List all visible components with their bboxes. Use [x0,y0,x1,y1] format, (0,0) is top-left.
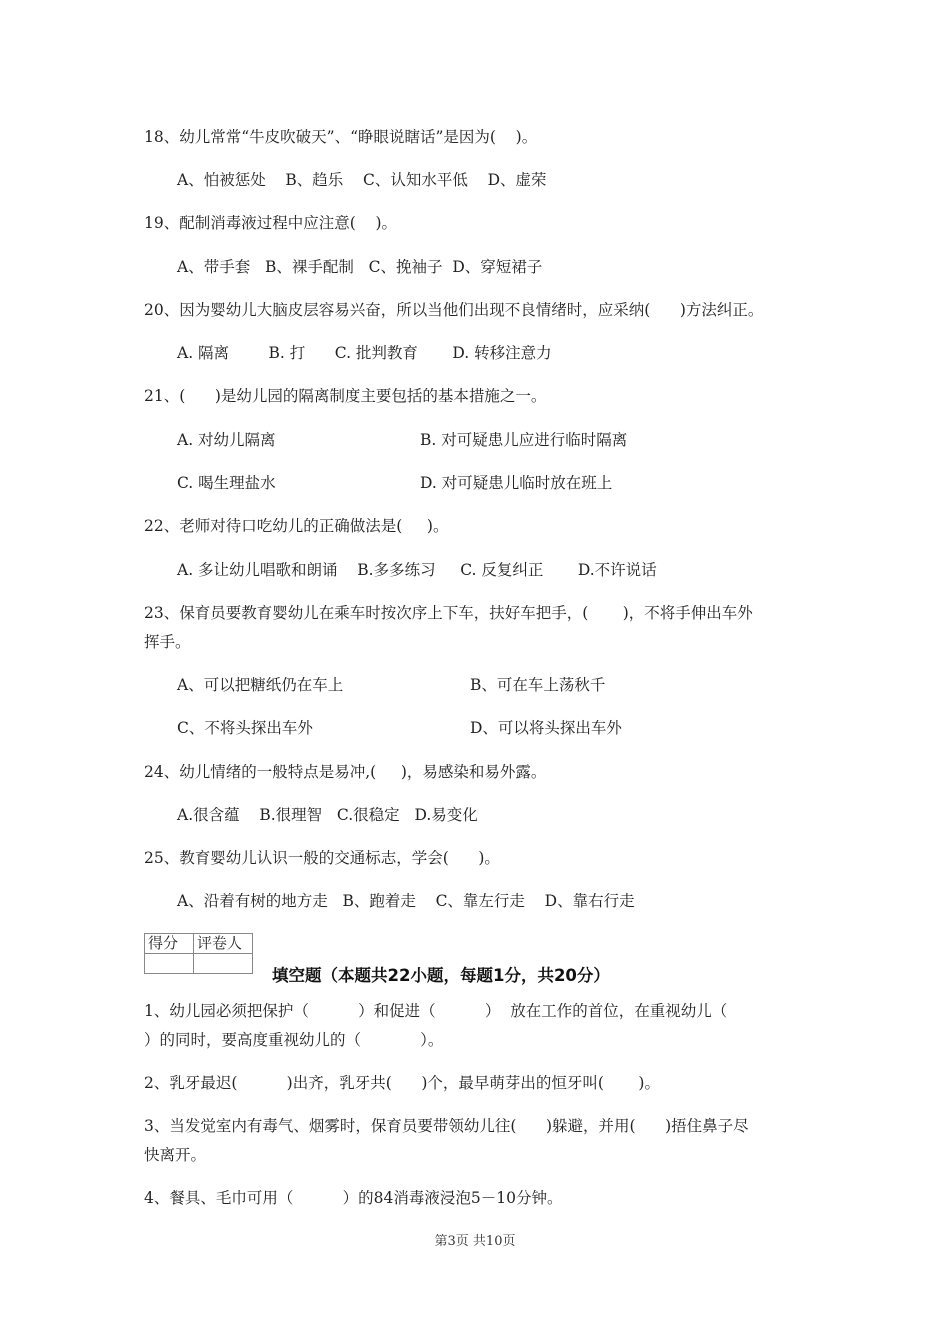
question-21-option-d: D. 对可疑患儿临时放在班上 [420,474,613,492]
question-20-options: A. 隔离 B. 打 C. 批判教育 D. 转移注意力 [177,344,552,362]
score-cell[interactable] [145,954,194,974]
question-22-options: A. 多让幼儿唱歌和朗诵 B.多多练习 C. 反复纠正 D.不许说话 [177,561,657,579]
question-18-options: A、怕被惩处 B、趋乐 C、认知水平低 D、虚荣 [177,171,547,189]
fill-1-line1: 1、幼儿园必须把保护（ ）和促进（ ） 放在工作的首位，在重视幼儿（ [144,1002,728,1020]
question-23-option-b: B、可在车上荡秋千 [470,676,606,694]
question-23-option-d: D、可以将头探出车外 [470,719,622,737]
score-header: 得分 [145,934,194,954]
question-21-option-b: B. 对可疑患儿应进行临时隔离 [420,431,628,449]
question-22-stem: 22、老师对待口吃幼儿的正确做法是( )。 [144,517,449,535]
question-24-options: A.很含蕴 B.很理智 C.很稳定 D.易变化 [177,806,478,824]
question-21-option-c: C. 喝生理盐水 [177,474,276,492]
question-25-options: A、沿着有树的地方走 B、跑着走 C、靠左行走 D、靠右行走 [177,892,635,910]
question-23-stem-line2: 挥手。 [144,633,191,651]
grader-header: 评卷人 [194,934,253,954]
question-19-stem: 19、配制消毒液过程中应注意( )。 [144,214,398,232]
grader-cell[interactable] [194,954,253,974]
fill-3-line2: 快离开。 [144,1146,207,1164]
question-23-option-a: A、可以把糖纸仍在车上 [177,676,344,694]
question-23-option-c: C、不将头探出车外 [177,719,313,737]
fill-1-line2: ）的同时，要高度重视幼儿的（ ）。 [144,1031,444,1049]
question-21-stem: 21、( )是幼儿园的隔离制度主要包括的基本措施之一。 [144,387,547,405]
fill-3-line1: 3、当发觉室内有毒气、烟雾时，保育员要带领幼儿往( )躲避，并用( )捂住鼻子尽 [144,1117,749,1135]
question-18-stem: 18、幼儿常常“牛皮吹破天”、“睁眼说瞎话”是因为( )。 [144,128,538,146]
question-19-options: A、带手套 B、裸手配制 C、挽袖子 D、穿短裙子 [177,258,543,276]
question-24-stem: 24、幼儿情绪的一般特点是易冲,( )，易感染和易外露。 [144,763,547,781]
fill-2-line1: 2、乳牙最迟( )出齐，乳牙共( )个，最早萌芽出的恒牙叫( )。 [144,1074,660,1092]
page-footer: 第3页 共10页 [434,1234,516,1249]
question-23-stem-line1: 23、保育员要教育婴幼儿在乘车时按次序上下车，扶好车把手，( )，不将手伸出车外 [144,604,753,622]
section-title: 填空题（本题共22小题，每题1分，共20分） [272,966,610,985]
question-25-stem: 25、教育婴幼儿认识一般的交通标志，学会( )。 [144,849,500,867]
score-table [144,933,253,974]
question-20-stem: 20、因为婴幼儿大脑皮层容易兴奋，所以当他们出现不良情绪时，应采纳( )方法纠正。 [144,301,764,319]
fill-4-line1: 4、餐具、毛巾可用（ ）的84消毒液浸泡5－10分钟。 [144,1189,563,1207]
question-21-option-a: A. 对幼儿隔离 [177,431,276,449]
